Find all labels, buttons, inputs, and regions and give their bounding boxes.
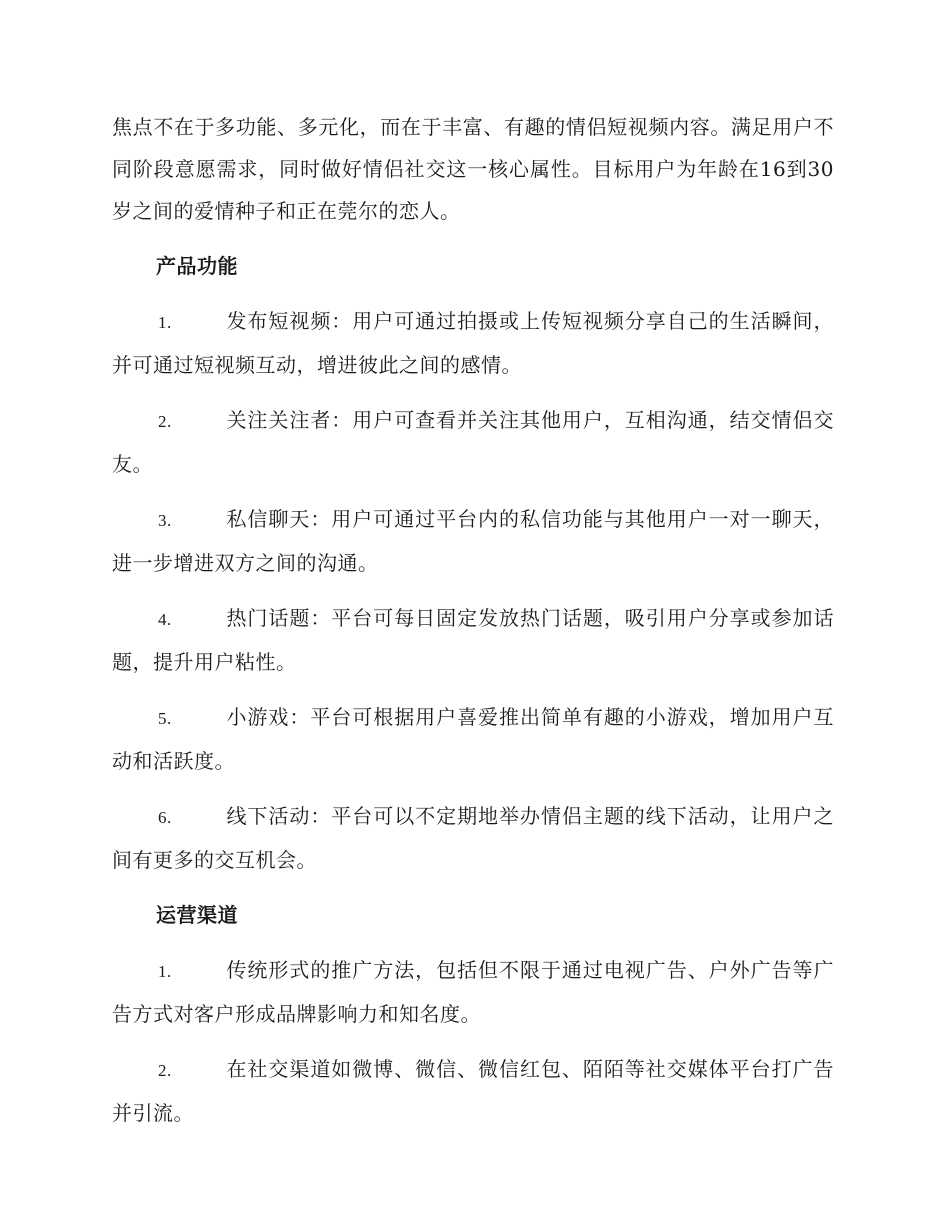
list-item-number: 1.: [158, 313, 172, 332]
list-item-text: 发布短视频：用户可通过拍摄或上传短视频分享自己的生活瞬间，并可通过短视频互动，增进彼此之间的感情。: [112, 309, 834, 377]
list-item: [112, 1048, 834, 1134]
list-item-text: 私信聊天：用户可通过平台内的私信功能与其他用户一对一聊天，进一步增进双方之间的沟通。: [112, 507, 834, 575]
list-item-number: 5.: [158, 709, 172, 728]
section-heading-features: 产品功能: [156, 254, 238, 278]
document-body: [112, 106, 834, 1147]
list-item-text: 小游戏：平台可根据用户喜爱推出简单有趣的小游戏，增加用户互动和活跃度。: [112, 705, 834, 773]
list-item-number: 2.: [158, 1061, 172, 1080]
list-item-number: 6.: [158, 808, 172, 827]
list-item-text: 热门话题：平台可每日固定发放热门话题，吸引用户分享或参加话题，提升用户粘性。: [112, 606, 834, 674]
list-item-number: 2.: [158, 412, 172, 431]
list-item-number: 1.: [158, 962, 172, 981]
list-item: [112, 597, 834, 683]
list-item: [112, 696, 834, 782]
list-item: [112, 795, 834, 881]
list-item: [112, 949, 834, 1035]
list-item-text: 线下活动：平台可以不定期地举办情侣主题的线下活动，让用户之间有更多的交互机会。: [112, 804, 834, 872]
intro-paragraph: 焦点不在于多功能、多元化，而在于丰富、有趣的情侣短视频内容。满足用户不同阶段意愿需求，同时做好情侣社交这一核心属性。目标用户为年龄在16到30岁之间的爱情种子和正在莞尔的恋人。: [112, 115, 834, 223]
list-item: [112, 300, 834, 386]
list-item: [112, 498, 834, 584]
list-item-number: 3.: [158, 511, 172, 530]
list-item-number: 4.: [158, 610, 172, 629]
list-item-text: 在社交渠道如微博、微信、微信红包、陌陌等社交媒体平台打广告并引流。: [112, 1057, 834, 1125]
list-item: [112, 399, 834, 485]
list-item-text: 传统形式的推广方法，包括但不限于通过电视广告、户外广告等广告方式对客户形成品牌影响力和知名度。: [112, 958, 834, 1026]
section-heading-channels: 运营渠道: [156, 903, 238, 927]
list-item-text: 关注关注者：用户可查看并关注其他用户，互相沟通，结交情侣交友。: [112, 408, 834, 476]
